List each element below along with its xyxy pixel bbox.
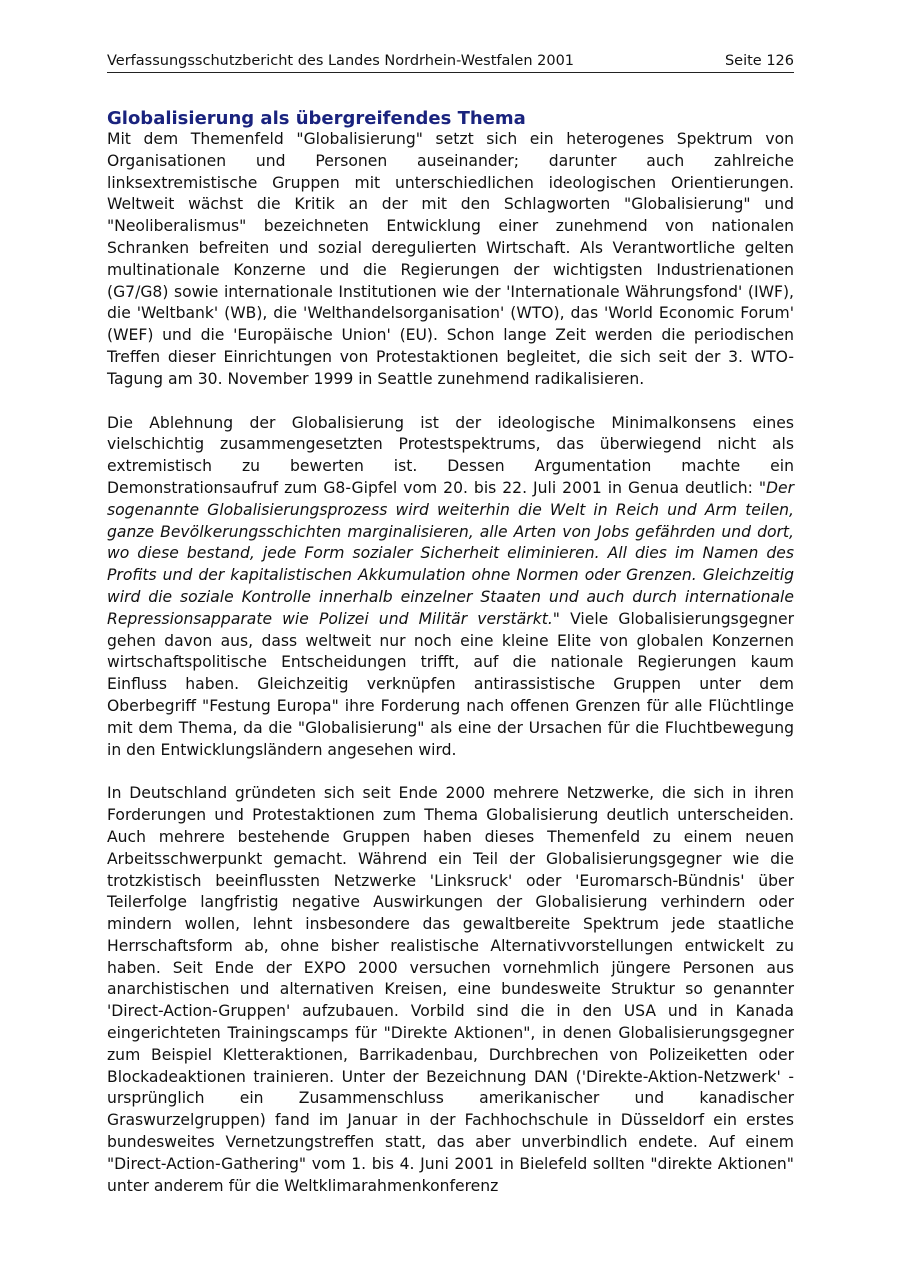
section-content	[107, 108, 794, 1197]
header-title: Verfassungsschutzbericht des Landes Nordrhein-Westfalen 2001	[107, 53, 575, 69]
paragraph-2-quote: "Der sogenannte Globalisierungsprozess wird weiterhin die Welt in Reich und Arm teilen, ganze Bevölkerungsschichten marginalisieren, alle Arten von Jobs gefährden und dort, wo diese bestand, jede Form sozialer Sicherheit eliminieren. All dies im Namen des Profits und der kapitalistischen Akkumulation ohne Normen oder Grenzen. Gleichzeitig wird die soziale Kontrolle innerhalb einzelner Staaten und auch durch internationale Repressionsapparate wie Polizei und Militär verstärkt.	[107, 478, 794, 628]
section-heading: Globalisierung als übergreifendes Thema	[107, 108, 526, 129]
page-number: Seite 126	[724, 53, 794, 69]
paragraph-2-rest: " Viele Globalisierungsgegner gehen davon aus, dass weltweit nur noch eine kleine Elite von globalen Konzernen wirtschaftspolitische Entscheidungen trifft, auf die nationale Regierungen kaum Einfluss haben. Gleichzeitig verknüpfen antirassistische Gruppen unter dem Oberbegriff "Festung Europa" ihre Forderung nach offenen Grenzen für alle Flüchtlinge mit dem Thema, da die "Globalisierung" als eine der Ursachen für die Fluchtbewegung in den Entwicklungsländern angesehen wird.	[107, 609, 794, 759]
paragraph-2	[107, 413, 794, 762]
running-header	[107, 52, 794, 73]
paragraph-2-intro: Die Ablehnung der Globalisierung ist der ideologische Minimalkonsens eines vielschichtig zusammengesetzten Protestspektrums, das überwiegend nicht als extremistisch zu bewerten ist. Dessen Argumentation machte ein Demonstrationsaufruf zum G8-Gipfel vom 20. bis 22. Juli 2001 in Genua deutlich:	[107, 413, 794, 497]
paragraph-3: In Deutschland gründeten sich seit Ende 2000 mehrere Netzwerke, die sich in ihren Forderungen und Protestaktionen zum Thema Globalisierung deutlich unterscheiden. Auch mehrere bestehende Gruppen haben dieses Themenfeld zu einem neuen Arbeitsschwerpunkt gemacht. Während ein Teil der Globalisierungsgegner wie die trotzkistisch beeinflussten Netzwerke 'Linksruck' oder 'Euromarsch-Bündnis' über Teilerfolge langfristig negative Auswirkungen der Globalisierung verhindern oder mindern wollen, lehnt insbesondere das gewaltbereite Spektrum jede staatliche Herrschaftsform ab, ohne bisher realistische Alternativvorstellungen entwickelt zu haben. Seit Ende der EXPO 2000 versuchen vornehmlich jüngere Personen aus anarchistischen und alternativen Kreisen, eine bundesweite Struktur so genannter 'Direct-Action-Gruppen' aufzubauen. Vorbild sind die in den USA und in Kanada eingerichteten Trainingscamps für "Direkte Aktionen", in denen Globalisierungsgegner zum Beispiel Kletteraktionen, Barrikadenbau, Durchbrechen von Polizeiketten oder Blockadeaktionen trainieren. Unter der Bezeichnung DAN ('Direkte-Aktion-Netzwerk' - ursprünglich ein Zusammenschluss amerikanischer und kanadischer Graswurzelgruppen) fand im Januar in der Fachhochschule in Düsseldorf ein erstes bundesweites Vernetzungstreffen statt, das aber unverbindlich endete. Auf einem "Direct-Action-Gathering" vom 1. bis 4. Juni 2001 in Bielefeld sollten "direkte Aktionen" unter anderem für die Weltklimarahmenkonferenz	[107, 784, 794, 1195]
paragraph-1: Mit dem Themenfeld "Globalisierung" setzt sich ein heterogenes Spektrum von Organisationen und Personen auseinander; darunter auch zahlreiche linksextremistische Gruppen mit unterschiedlichen ideologischen Orientierungen. Weltweit wächst die Kritik an der mit den Schlagworten "Globalisierung" und "Neoliberalismus" bezeichneten Entwicklung einer zunehmend von nationalen Schranken befreiten und sozial deregulierten Wirtschaft. Als Verantwortliche gelten multinationale Konzerne und die Regierungen der wichtigsten Industrienationen (G7/G8) sowie internationale Institutionen wie der 'Internationale Währungsfond' (IWF), die 'Weltbank' (WB), die 'Welthandelsorganisation' (WTO), das 'World Economic Forum' (WEF) und die 'Europäische Union' (EU). Schon lange Zeit werden die periodischen Treffen dieser Einrichtungen von Protestaktionen begleitet, die sich seit der 3. WTO-Tagung am 30. November 1999 in Seattle zunehmend radikalisieren.	[107, 130, 794, 388]
